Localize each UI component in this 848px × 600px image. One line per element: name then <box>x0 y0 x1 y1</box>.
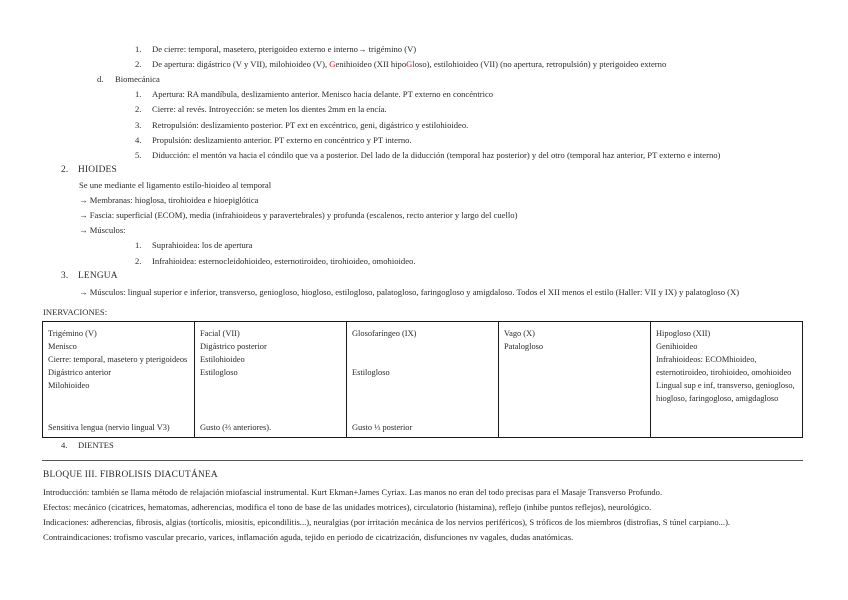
inervaciones-title: INERVACIONES: <box>43 307 108 317</box>
list-item: 1. Suprahioidea: los de apertura <box>135 240 253 250</box>
table-cell: Trigémino (V) Menisco Cierre: temporal, masetero y pterigoideos Digástrico anterior Milohioideo Sensitiva lengua (nervio lingual V3) <box>43 322 195 438</box>
list-item: 4. Propulsión: deslizamiento anterior. PT externo en concéntrico y PT interno. <box>135 135 412 145</box>
section-heading-dientes: 4. DIENTES <box>61 440 114 450</box>
paragraph: Efectos: mecánico (cicatrices, hematomas, adherencias, modifica el tono de base de las unidades motrices), circulatorio (histamina), reflejo (inhibe puntos reflejos), neurológico. <box>43 502 652 512</box>
list-item: 2. De apertura: digástrico (V y VII), milohioideo (V), Genihioideo (XII hipoGloso), estilohioideo (VII) (no apertura, retropulsión) y pterigoideo externo <box>135 59 667 69</box>
paragraph: → Músculos: lingual superior e inferior, transverso, geniogloso, hiogloso, estilogloso, palatogloso, faringogloso y amigdaloso. Todos el XII menos el estilo (Haller: VII y IX) y palatogloso (X) <box>79 287 740 297</box>
list-item: 2. Cierre: al revés. Introyección: se meten los dientes 2mm en la encía. <box>135 104 387 114</box>
section-heading-lengua: 3. LENGUA <box>61 271 118 281</box>
paragraph: Introducción: también se llama método de relajación miofascial instrumental. Kurt Ekman+James Cyriax. Las manos no eran del todo precisas para el Masaje Transverso Profundo. <box>43 487 663 497</box>
section-heading-hioides: 2. HIOIDES <box>61 165 117 175</box>
paragraph: → Músculos: <box>79 225 126 235</box>
list-item: 2. Infrahioidea: esternocleidohioideo, esternotiroideo, tirohioideo, omohioideo. <box>135 256 416 266</box>
paragraph: Indicaciones: adherencias, fibrosis, algias (tortícolis, miositis, epicondilitis...), neuralgias (por irritación mecánica de los nervios periféricos), S tróficos de los miembros (distrofias, S túnel carpiano...). <box>43 517 731 527</box>
table-cell: Facial (VII) Digástrico posterior Estilohioideo Estilogloso Gusto (⅔ anteriores). <box>195 322 347 438</box>
bloque-title: BLOQUE III. FIBROLISIS DIACUTÁNEA <box>43 470 218 480</box>
table-cell: Glosofaríngeo (IX) Estilogloso Gusto ⅓ posterior <box>347 322 499 438</box>
inervaciones-table <box>42 321 803 438</box>
paragraph: Se une mediante el ligamento estilo-hioideo al temporal <box>79 180 272 190</box>
paragraph: → Fascia: superficial (ECOM), media (infrahioideos y paravertebrales) y profunda (escalenos, recto anterior y largo del cuello) <box>79 210 518 220</box>
list-item: 1. De cierre: temporal, masetero, pterigoideo externo e interno→ trigémino (V) <box>135 44 417 54</box>
paragraph: Contraindicaciones: trofismo vascular precario, varices, inflamación aguda, tejido en periodo de cicatrización, disfunciones nv vagales, dudas anatómicas. <box>43 532 574 542</box>
table-cell: Hipogloso (XII) Genihioideo Infrahioideos: ECOMhioideo, esternotiroideo, tirohioideo, omohioideo Lingual sup e inf, transverso, geniogloso, hiogloso, faringogloso, amigdagloso <box>651 322 803 438</box>
list-item: 5. Diducción: el mentón va hacia el cóndilo que va a posterior. Del lado de la diducción (temporal haz posterior) y del otro (temporal haz anterior, PT externo e interno) <box>135 150 721 160</box>
paragraph: → Membranas: hioglosa, tirohioidea e hioepiglótica <box>79 195 259 205</box>
section-heading-biomecanica: d. Biomecánica <box>97 74 160 84</box>
table-cell: Vago (X) Patalogloso <box>499 322 651 438</box>
divider <box>42 460 803 461</box>
list-item: 1. Apertura: RA mandíbula, deslizamiento anterior. Menisco hacia delante. PT externo en concéntrico <box>135 89 494 99</box>
list-item: 3. Retropulsión: deslizamiento posterior. PT ext en excéntrico, geni, digástrico y estilohioideo. <box>135 120 469 130</box>
